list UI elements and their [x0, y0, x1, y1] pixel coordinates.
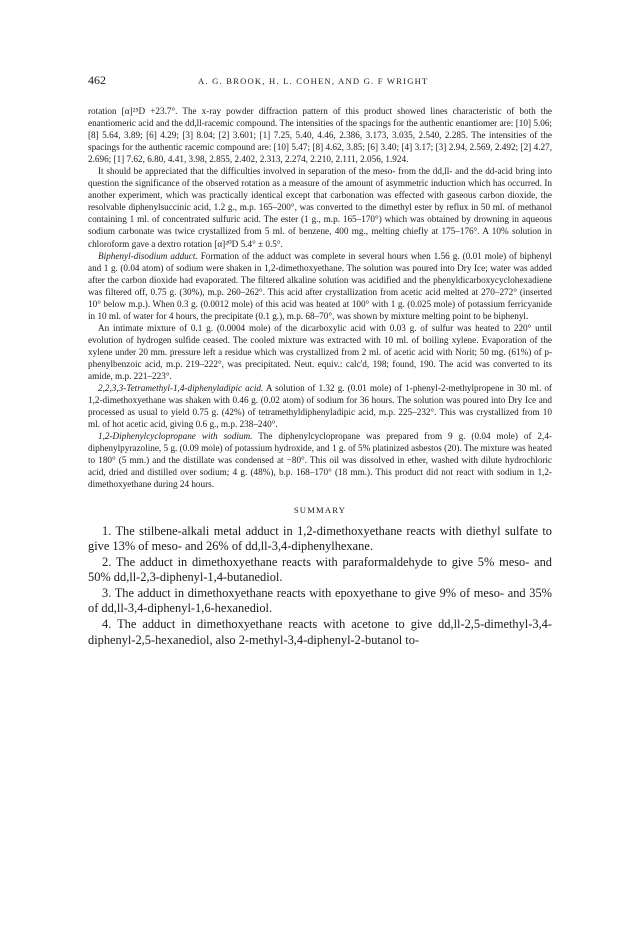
summary-item: 4. The adduct in dimethoxyethane reacts with acetone to give dd,ll-2,5-dimethyl-3,4-diphenyl-2,5-hexanediol, also 2-methyl-3,4-diphenyl-2-butanol to-	[88, 617, 552, 647]
experimental-body	[88, 105, 552, 491]
journal-page	[88, 73, 552, 648]
paragraph-runin: Biphenyl-disodium adduct.	[98, 250, 198, 261]
paragraph	[88, 322, 552, 382]
summary-item: 2. The adduct in dimethoxyethane reacts with paraformaldehyde to give 5% meso- and 50% dd,ll-2,3-diphenyl-1,4-butanediol.	[88, 554, 552, 585]
paragraph-runin: 2,2,3,3-Tetramethyl-1,4-diphenyladipic acid.	[98, 383, 264, 394]
paragraph-text: A solution of 1.32 g. (0.01 mole) of 1-phenyl-2-methylpropene in 30 ml. of 1,2-dimethoxyethane was shaken with 0.46 g. (0.02 atom) of sodium for 36 hours. The solution was poured into Dry Ice and processed as usual to yield 0.75 g. (42%) of tetramethyldiphenyladipic acid, m.p. 225–232°. This was crystallized from 10 ml. of hot acetic acid, giving 0.6 g., m.p. 238–240°.	[88, 383, 552, 430]
summary-item: 3. The adduct in dimethoxyethane reacts with epoxyethane to give 9% of meso- and 35% of dd,ll-3,4-diphenyl-1,6-hexanediol.	[88, 585, 552, 616]
summary-list	[88, 524, 552, 649]
paragraph-runin: 1,2-Diphenylcyclopropane with sodium.	[98, 431, 253, 442]
paragraph-text: rotation [α]²⁵D +23.7°. The x-ray powder diffraction pattern of this product showed lines characteristic of both the enantiomeric acid and the dd,ll-racemic compound. The intensities of the spacings for the authentic enantiomer are: [10] 5.06; [8] 5.64, 3.89; [6] 4.29; [3] 8.04; [2] 3.601; [1] 7.25, 5.40, 4.46, 2.386, 3.173, 3.035, 2.540, 2.285. The intensities of the spacings for the authentic racemic compound are: [10] 5.47; [8] 4.62, 3.85; [6] 3.40; [4] 3.17; [3] 2.94, 2.569, 2.492; [2] 4.27, 2.696; [1] 7.62, 6.80, 4.41, 3.98, 2.855, 2.402, 2.313, 2.274, 2.210, 2.111, 2.056, 1.924.	[88, 106, 552, 165]
paragraph	[88, 105, 552, 165]
page-number: 462	[88, 73, 106, 87]
paragraph	[88, 250, 552, 322]
summary-heading: SUMMARY	[293, 504, 347, 515]
page-header	[88, 73, 552, 95]
paragraph-text: The diphenylcyclopropane was prepared from 9 g. (0.04 mole) of 2,4-diphenylpyrazoline, 5 g. (0.09 mole) of potassium hydroxide, and 1 g. of 5% platinized asbestos (20). The mixture was heated to 180° (5 mm.) and the distillate was condensed at −80°. This oil was dissolved in ether, washed with dilute hydrochloric acid, dried and distilled over sodium; 4 g. (48%), b.p. 168–170° (18 mm.). This product did not react with sodium in 1,2-dimethoxyethane during 24 hours.	[88, 431, 552, 490]
paragraph	[88, 430, 552, 490]
paragraph	[88, 165, 552, 249]
paragraph-text: Formation of the adduct was complete in several hours when 1.56 g. (0.01 mole) of biphenyl and 1 g. (0.04 atom) of sodium were shaken in 1,2-dimethoxyethane. The solution was poured into Dry Ice; water was added after the carbon dioxide had evaporated. The filtered alkaline solution was acidified and the phenyldicarboxycyclohexadiene was filtered off, 0.75 g. (30%), m.p. 260–262°. This acid after crystallization from acetic acid melted at 270–272° (inserted 10° below m.p.). When 0.3 g. (0.0012 mole) of this acid was heated at 100° with 1 g. (0.025 mole) of potassium ferricyanide in 10 ml. of water for 4 hours, the precipitate (0.1 g.), m.p. 68–70°, was shown by mixture melting point to be biphenyl.	[88, 250, 552, 321]
summary-item: 1. The stilbene-alkali metal adduct in 1,2-dimethoxyethane reacts with diethyl sulfate to give 13% of meso- and 26% of dd,ll-3,4-diphenylhexane.	[88, 523, 552, 554]
paragraph	[88, 382, 552, 430]
running-head: A. G. BROOK, H. L. COHEN, AND G. F WRIGHT	[198, 76, 429, 86]
paragraph-text: An intimate mixture of 0.1 g. (0.0004 mole) of the dicarboxylic acid with 0.03 g. of sulfur was heated to 220° until evolution of hydrogen sulfide ceased. The cooled mixture was extracted with 10 ml. of boiling xylene. Evaporation of the xylene under 20 mm. pressure left a residue which was crystallized from 2 ml. of acetic acid with Norit; 50 mg. (61%) of p-phenylbenzoic acid, m.p. 219–222°, was precipitated. Neut. equiv.: calc'd, 198; found, 190. The acid was converted to its amide, m.p. 221–223°.	[88, 322, 552, 382]
paragraph-text: It should be appreciated that the difficulties involved in separation of the meso- from the dd,ll- and the dd-acid bring into question the significance of the observed rotation as a measure of the amount of asymmetric induction which has occurred. In another experiment, which was practically identical except that carbonation was effected with gaseous carbon dioxide, the resolvable diphenylsuccinic acid, 1.2 g., m.p. 165–200°, was converted to the dimethyl ester by reflux in 50 ml. of methanol containing 1 ml. of concentrated sulfuric acid. The ester (1 g., m.p. 165–170°) which was obtained by drowning in aqueous sodium carbonate was twice crystallized from 5 ml. of benzene, 400 mg., melting chiefly at 175–176°. A 10% solution in chloroform gave a dextro rotation [α]²⁰D 5.4° ± 0.5°.	[88, 166, 552, 249]
